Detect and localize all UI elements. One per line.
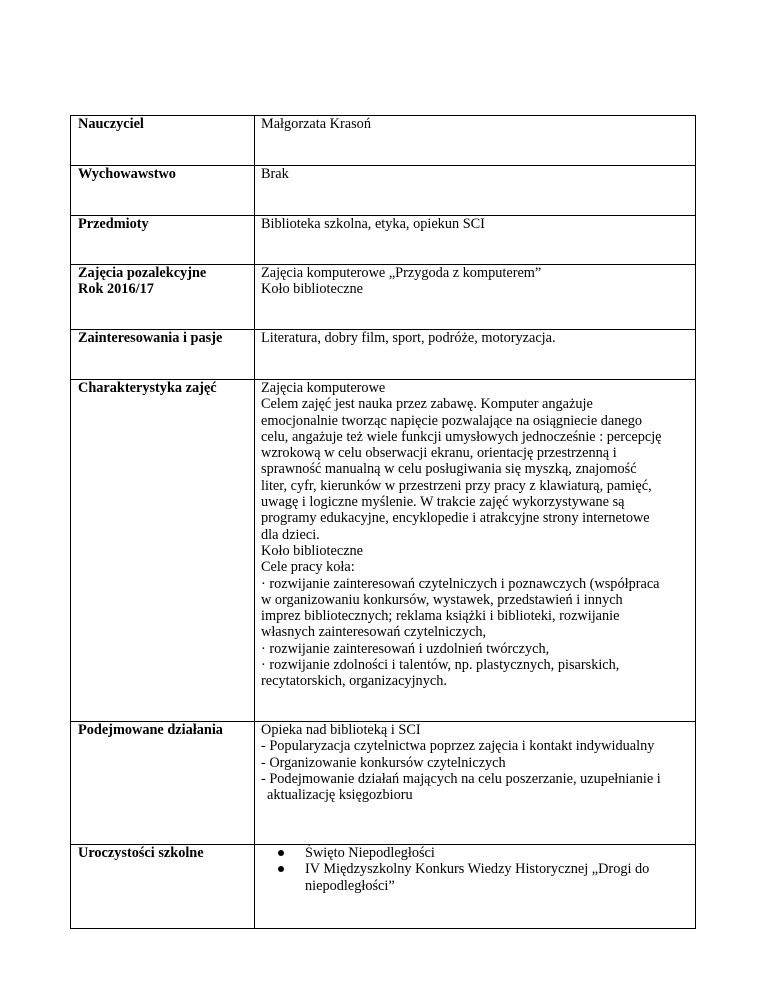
row-label: Przedmioty [78, 216, 149, 232]
text-line: Celem zajęć jest nauka przez zabawę. Komputer angażuje [261, 396, 593, 413]
text-line: Cele pracy koła: [261, 559, 355, 576]
text-line: celu, angażuje też wiele funkcji umysłowych jednocześnie : percepcję [261, 428, 662, 445]
label-cell [71, 166, 255, 216]
text-line: emocjonalnie tworząc napięcie pozwalające na osiągniecie danego [261, 412, 643, 429]
row-label-line-1: Zajęcia pozalekcyjne [78, 265, 207, 281]
row-label: Podejmowane działania [78, 722, 223, 738]
text-line: - Popularyzacja czytelnictwa poprzez zajęcia i kontakt indywidualny [261, 738, 655, 755]
table-row-zainteresowania [71, 330, 696, 380]
text-line: Koło biblioteczne [261, 542, 364, 559]
row-value-line-1: Zajęcia komputerowe „Przygoda z komputerem” [261, 265, 542, 281]
list-item [261, 861, 691, 894]
text-line: recytatorskich, organizacyjnych. [261, 673, 447, 690]
label-cell [71, 845, 255, 929]
text-line: w organizowaniu konkursów, wystawek, przedstawień i innych [261, 591, 623, 608]
bullet-list [261, 845, 691, 894]
row-value: Literatura, dobry film, sport, podróże, motoryzacja. [261, 330, 556, 346]
row-label: Uroczystości szkolne [78, 845, 204, 861]
list-item-text: IV Międzyszkolny Konkurs Wiedzy Historycznej „Drogi do [305, 861, 650, 878]
text-line: sprawność manualną w celu posługiwania się myszką, znajomość [261, 461, 637, 478]
value-cell [255, 330, 696, 380]
label-cell [71, 116, 255, 166]
table-row-przedmioty [71, 216, 696, 265]
text-line: dla dzieci. [261, 526, 320, 543]
value-cell [255, 722, 696, 845]
label-cell [71, 380, 255, 722]
value-cell [255, 380, 696, 722]
bullet-icon [278, 850, 284, 856]
teacher-info-table [70, 115, 696, 929]
text-line: Opieka nad biblioteką i SCI [261, 722, 421, 738]
table-row-nauczyciel [71, 116, 696, 166]
text-line: aktualizację księgozbioru [267, 787, 413, 804]
text-line: · rozwijanie zainteresowań i uzdolnień twórczych, [261, 640, 550, 657]
text-line: Zajęcia komputerowe [261, 380, 386, 396]
row-label-line-2: Rok 2016/17 [78, 281, 154, 298]
value-cell [255, 116, 696, 166]
bullet-icon [278, 866, 284, 872]
text-line: wzrokową w celu obserwacji ekranu, orientację przestrzenną i [261, 445, 617, 462]
table-row-charakterystyka [71, 380, 696, 722]
list-item-text: Święto Niepodległości [305, 845, 435, 861]
text-line: - Organizowanie konkursów czytelniczych [261, 754, 506, 771]
text-line: liter, cyfr, kierunków w przestrzeni przy pracy z klawiaturą, pamięć, [261, 477, 652, 494]
row-value: Małgorzata Krasoń [261, 116, 371, 132]
list-item-text: niepodległości” [305, 877, 395, 894]
text-line: · rozwijanie zdolności i talentów, np. plastycznych, pisarskich, [261, 657, 620, 674]
row-label: Zainteresowania i pasje [78, 330, 223, 346]
row-value-line-2: Koło biblioteczne [261, 281, 364, 298]
table-row-wychowawstwo [71, 166, 696, 216]
label-cell [71, 722, 255, 845]
value-cell [255, 845, 696, 929]
text-line: własnych zainteresowań czytelniczych, [261, 624, 487, 641]
text-line: programy edukacyjne, encyklopedie i atrakcyjne strony internetowe [261, 510, 650, 527]
row-label: Wychowawstwo [78, 166, 176, 182]
table-row-podejmowane-dzialania [71, 722, 696, 845]
text-line: uwagę i logiczne myślenie. W trakcie zajęć wykorzystywane są [261, 494, 625, 511]
text-line: · rozwijanie zainteresowań czytelniczych i poznawczych (współpraca [261, 575, 660, 592]
row-label: Nauczyciel [78, 116, 144, 132]
row-value: Brak [261, 166, 289, 182]
row-label: Charakterystyka zajęć [78, 380, 217, 396]
text-line: - Podejmowanie działań mających na celu poszerzanie, uzupełnianie i [261, 770, 661, 787]
text-line: imprez bibliotecznych; reklama książki i biblioteki, rozwijanie [261, 608, 620, 625]
value-cell [255, 216, 696, 265]
row-value: Biblioteka szkolna, etyka, opiekun SCI [261, 216, 485, 232]
label-cell [71, 330, 255, 380]
value-cell [255, 265, 696, 330]
label-cell [71, 216, 255, 265]
value-cell [255, 166, 696, 216]
table-row-uroczystosci [71, 845, 696, 929]
table-row-zajecia-pozalekcyjne [71, 265, 696, 330]
label-cell [71, 265, 255, 330]
list-item [261, 845, 691, 861]
